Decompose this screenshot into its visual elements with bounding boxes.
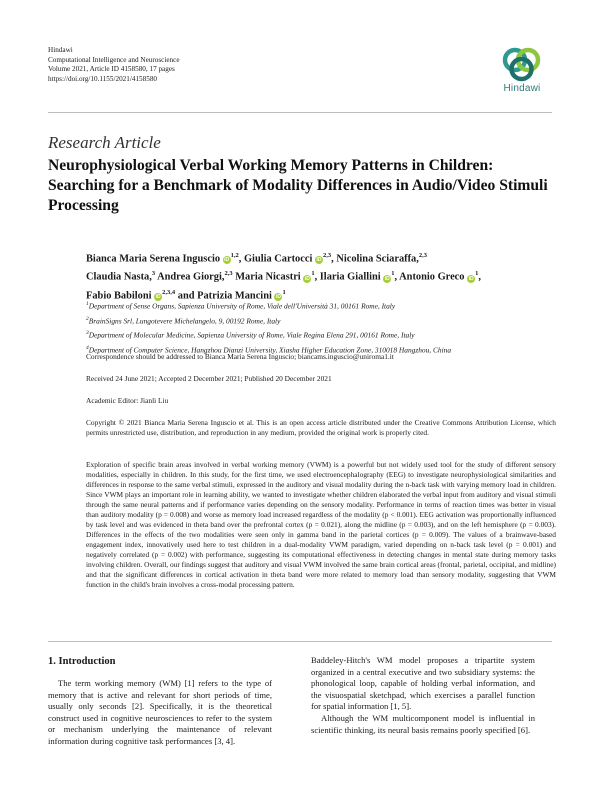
- journal-name: Computational Intelligence and Neuroscience: [48, 55, 180, 64]
- author-list: Bianca Maria Serena Inguscio iD$^{1,2}$, Giulia Cartocci iD$^{2,3}$, Nicolina Sciaraffa,$^{2,3}$ Claudia Nasta,$^3$ Andrea Giorgi,$^{2,3}$ Maria Nicastri $iD^1$, Ilaria Giallini $iD^1$, Antonio Greco $iD^1$, Fabio Babiloni iD$^{2,3,4}$ and Patrizia Mancini $iD^1$: [86, 252, 481, 302]
- hindawi-logo: [492, 46, 552, 94]
- publication-dates: Received 24 June 2021; Accepted 2 December 2021; Published 20 December 2021: [86, 374, 332, 383]
- orcid-icon[interactable]: iD: [155, 294, 161, 301]
- body-paragraph: Baddeley-Hitch's WM model proposes a tripartite system organized in a central executive and two subsidiary systems: the phonological loop, capable of holding verbal information, and the visuospatial sketchpad, which exercises a parallel function for spatial information [1, 5].: [311, 655, 535, 712]
- orcid-icon[interactable]: iD: [275, 294, 281, 301]
- author-name: Bianca Maria Serena Inguscio: [86, 253, 221, 265]
- body-paragraph: Although the WM multicomponent model is influential in scientific thinking, its neural basis remains poorly specified [6].: [311, 712, 535, 735]
- author-affil-sup: 2,3: [322, 252, 332, 259]
- orcid-icon[interactable]: iD: [316, 257, 322, 264]
- author-name: Ilaria Giallini: [319, 271, 381, 283]
- author-name: Nicolina Sciaraffa,: [336, 253, 419, 265]
- orcid-icon[interactable]: iD: [468, 275, 474, 282]
- affiliation-item: $^3$Department of Molecular Medicine, Sapienza University of Rome, Viale Regina Elena 291, 00161 Rome, Italy: [86, 330, 415, 340]
- author-name: Andrea Giorgi,: [157, 271, 225, 283]
- section-heading: 1. Introduction: [48, 656, 116, 667]
- author-name: Fabio Babiloni: [86, 290, 152, 302]
- volume-info: Volume 2021, Article ID 4158580, 17 pages: [48, 65, 175, 74]
- publisher-name: Hindawi: [48, 46, 73, 54]
- logo-brand: Hindawi: [503, 83, 541, 94]
- author-affil-sup: 1: [311, 270, 315, 278]
- body-paragraph: The term working memory (WM) [1] refers to the type of memory that is active and relevant for short periods of time, usually only seconds [2]. Specifically, it is the theoretical construct used in cognitive neurosciences to refer to the system or mechanism underlying the maintenance of relevant information during cognitive task performances [3, 4].: [48, 678, 272, 746]
- affiliation-item: $^2$BrainSigns Srl, Lungotevere Michelangelo, 9, 00192 Rome, Italy: [86, 315, 281, 326]
- orcid-icon[interactable]: iD: [224, 257, 230, 264]
- abstract-divider: [48, 641, 552, 642]
- article-type: Research Article: [48, 133, 161, 152]
- abstract: Exploration of specific brain areas involved in verbal working memory (VWM) is a powerful but not widely used tool for the study of different sensory modalities, especially in children. In this study, for the first time, we used electroencephalography (EEG) to investigate neurophysiological similarities and differences in response to the same verbal stimuli, expressed in the auditory and visual modality during the n-back task with varying memory load in children. Since VWM plays an important role in learning ability, we wanted to investigate whether children elaborated the verbal input from auditory and visual stimuli through the same neural patterns and if performance varies depending on the sensory modality. Performance in terms of reaction times was better in visual than auditory modality (p = 0.008) and worse as memory load increased regardless of the modality (p < 0.001). EEG activation was proportionally influenced by task level and was evidenced in theta band over the prefrontal cortex (p = 0.021), along the midline (p = 0.003), and on the left hemisphere (p = 0.003). Differences in the effects of the two modalities were seen only in gamma band in the parietal cortices (p = 0.009). The values of a brainwave-based engagement index, innovatively used here to test children in a dual-modality VWM paradigm, varied depending on n-back task level (p = 0.001) and negatively correlated (p = 0.002) with performance, suggesting its computational effectiveness in detecting changes in mental state during memory tasks involving children. Overall, our findings suggest that auditory and visual VWM involved the same brain cortical areas (frontal, parietal, occipital, and midline) and that the significant differences in cortical activation in theta band were more related to memory load than sensory modality, suggesting that VWM function in the child's brain involves a cross-modal processing pattern.: [86, 460, 556, 589]
- paper-title: Neurophysiological Verbal Working Memory Patterns in Children: Searching for a Benchmark of Modality Differences in Audio/Video Stimuli Processing: [48, 157, 548, 214]
- affiliation-item: $^4$Department of Computer Science, Hangzhou Dianzi University, Xiasha Higher Education Zone, 310018 Hangzhou, China: [86, 345, 452, 355]
- copyright-notice: Copyright © 2021 Bianca Maria Serena Inguscio et al. This is an open access article distributed under the Creative Commons Attribution License, which permits unrestricted use, distribution, and reproduction in any medium, provided the original work is properly cited.: [86, 418, 556, 437]
- author-affil-sup: 1: [475, 270, 479, 278]
- header-divider: [48, 112, 552, 113]
- correspondence: Correspondence should be addressed to Bianca Maria Serena Inguscio; biancams.inguscio@uniroma1.it: [86, 352, 394, 361]
- affiliation-item: $^1$Department of Sense Organs, Sapienza University of Rome, Viale dell'Università 31, 00161 Rome, Italy: [86, 301, 396, 311]
- author-name: and Patrizia Mancini: [177, 290, 272, 302]
- author-name: Giulia Cartocci: [243, 253, 313, 265]
- author-affil-sup: 2,3,4: [162, 288, 176, 296]
- affiliation-list: [86, 298, 556, 357]
- author-affil-sup: 3: [151, 270, 156, 278]
- academic-editor: Academic Editor: Jianli Liu: [86, 396, 169, 405]
- hindawi-logo-icon: [501, 46, 543, 82]
- author-affil-sup: 2,3: [224, 270, 233, 278]
- body-column-right: [311, 655, 535, 736]
- journal-info: [48, 46, 180, 84]
- author-name: Antonio Greco: [399, 271, 465, 283]
- author-affil-sup: 2,3: [418, 252, 427, 259]
- author-name: Maria Nicastri: [235, 271, 301, 283]
- body-column-left: [48, 678, 272, 748]
- orcid-icon[interactable]: iD: [304, 275, 310, 282]
- author-name: Claudia Nasta,: [86, 271, 152, 283]
- orcid-icon[interactable]: iD: [384, 275, 390, 282]
- author-affil-sup: 1,2: [230, 252, 239, 259]
- doi-link[interactable]: https://doi.org/10.1155/2021/4158580: [48, 74, 158, 83]
- author-affil-sup: 1: [391, 270, 395, 278]
- author-affil-sup: 1: [282, 288, 286, 296]
